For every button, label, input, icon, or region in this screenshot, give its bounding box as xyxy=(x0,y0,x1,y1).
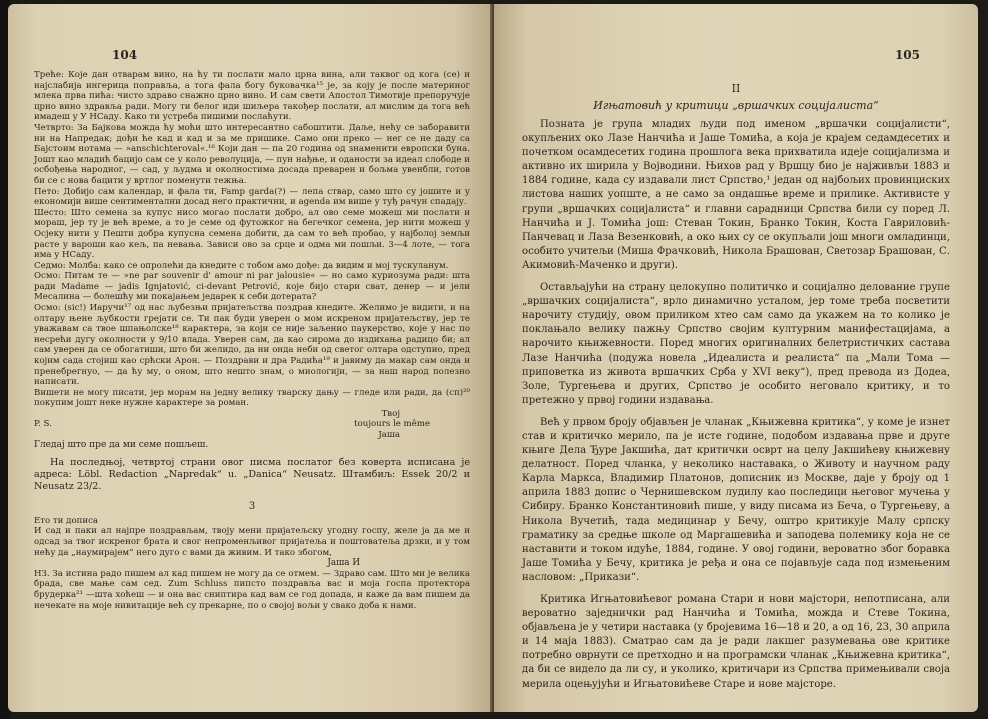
letter3-signature: Јаша И xyxy=(327,558,360,569)
letter-paragraph: Четврто: За Бајкова можда ћу моћи што интересантно сабоштити. Даље, нећу се заборавити ни на Напредак; дођи ће кад и кад и за ме пришике. Само они преко — нег се не даду са Бајстоим нотама — »anschichteroval«.¹⁶ Који дан — па 20 година од знаменити европски буна. Јошт кao младић бацијо сам се у коло револуција, — пун нађње, и оданости за идеал слободе и осбођења народног, — сад, у људма и околностима досада преварен и бољма увенбли, готов би се с нова бацити у вртлог поменути тежња. xyxy=(34,122,470,186)
left-page xyxy=(8,4,492,712)
right-page xyxy=(494,4,978,712)
letter-paragraph: Осмо: (sic!) Иаручи¹⁷ од нас љубезњи пријатељства поздрав кнедите. Желимо је видити, и на олтару њене љубкости грејати се. Ти пак буди уверен о мом искреном пријатељству, јер те уважавам са твое шпањолске¹⁸ карактера, за који се није заљенио паукерство, које у нас по несрећи дугу околности у 9/10 влада. Уверен сам, да као сирома до издихања радицо би; ал сам уверен да се обогатиши, што би желидо, да ни онда неби од светог олтара одступио, пред којим сада стојиш као срћски Арон. — Поздрави и дра Радића¹⁹ и јавиму да макар сам онда и пренебрегнуо, — да ћу му, о оном, што нешто знам, о миологији, — за наш народ полезно написати. xyxy=(34,303,470,388)
chapter-number: II xyxy=(731,82,741,95)
letter3-ps: НЗ. За истина радо пишем ал кад пишем не могу да се отмем. — Здраво сам. Што ми је велика брада, све мање сам сед. Zum Schluss пипсто поздравља вас и моја госпа протектора брудерка²¹ —шта хоћеш — и она вас сниптира кад вам се год допада, и каже да вам пишем да нечекате на моје нивитације већ су прекарне, по о својој вољи у свако доба к нами. xyxy=(34,568,470,611)
body-paragraph: Критика Игњатовићевог романа Стари и нови мајстори, непотписана, али вероватно заједнички рад Нанчића и Томића, можда и Стеве Токина, објављена је у четири наставка (у бројевима 16—18 и 20, а од 16, 23, 30 априла и 14 маја 1883). Сматрао сам да је ради лакшег разумевања ове критике потребно оврнути се претходно и на програмски чланак „Књижевна критика“, да би се видело да ли су, и уколико, критичари из Српства примењивали своја мерила оцењујући и Игњатовићеве Старе и нове мајсторе. xyxy=(522,594,950,690)
letter-paragraph: Треће: Које дан отварам вино, на ћу ти послати мало црна вина, али таквог од кога (се) и најслабија ингерица поправља, а тога фала богу буковачка¹⁵ је, за коју је после материног млека прва пића: чисто здраво снажно црно вино. И сам свети Апостол Тимотије препоручује црно вино здравља ради. Могу ти белог иди шиљера такођер послати, ал мислим да тога већ имадеш у У НСаду. Како ти устреба пишими послаћути. xyxy=(34,70,470,123)
body-paragraph: Остављајући на страну целокупно политичко и социјално делование групе „вршачких социјалиста“, врло динамично усталом, јер томе треба посветити нарочиту студију, овом приликом хтео сам само да укажем на то колико је поклањало велику пажњу Српство својим културним манифестацијама, а нарочито књижевности. Поред многих оригиналних белетристичких састава Лазе Нанчића (подужа новела „Идеалиста и реалиста“ па „Мали Тома — приповетка из живота вршачких Срба у XVI веку“), пред превода из Додеа, Золе, Тургењева и других, Српство је особито неговало критику, и то претежно у првој години издавања. xyxy=(522,282,950,406)
ps-row xyxy=(34,419,470,430)
ps-label: P. S. xyxy=(34,419,52,430)
left-page-number: 104 xyxy=(112,48,138,62)
body-paragraph: Већ у првом броју објављен је чланак „Књижевна критика“, у коме је изнет став и критичко мерило, па је исте године, подобом издавања прве и друге књиге Дела Ђуре Јакшића, дат критички осврт на целу Јакшићеву књижевну делатност. Поред чланка, у неколико наставака, о Животу и научном раду Карла Маркса, Владимир Платонов, дописник из Москве, даје у броју од 1 априла 1883 допис о Чернишевском лудилу као последици његовог мучења у Сибиру. Бранко Константиновић пише, у виду писама из Беча, о Тургењеву, а Никола Вучетић, тада медицинар у Бечу, оштро критикује Малу српску граматику за средње школе од Маргашевића и заподева полемику која не се наставити и током идуће, 1884, године. У овој години, вероватно због боравка Јаше Томића у Бечу, критика је ређа и она се појављује сада под измењеним насловом: „Прикази“. xyxy=(522,416,950,583)
letter-paragraph: Пето: Добијо сам календар, и фала ти, Famp garda(?) — лепа ствар, само што су јошите и у економији више сентиментални досад него практични, и agenda им више у туђ рачун спадају. xyxy=(34,186,470,208)
closing-line: Твој xyxy=(381,409,400,419)
letter-paragraph: Осмо: Питам те — »ne par souvenir d' amour ni par jalousie« — но само куриозума ради: шта ради Madame — jadis Ignjatović, ci-devant Petrović, које бијо стари сват, денер — и јели Месалина — болешћу ми покајањем једарек к себи дотерата? xyxy=(34,271,470,303)
letter3-body: И сад и паки ал најпре поздрављам, твоју мени пријатељску угодну госпу, желе ја да ме и одсад за твог искреног брата и свог непроменљивог пријатеља и поштоватеља дрзки, и у том нећу да „наумирајем“ него дуго с вами да живим. И тако збогом, xyxy=(34,526,470,558)
section-number: 3 xyxy=(248,500,256,512)
letter3-greeting: Ето ти дописа xyxy=(34,515,99,526)
letter-paragraph: Седмо: Молба: како се опролећи да кнедите с тобом амо дође: да видим и мој тускуланум. xyxy=(34,260,449,271)
signature: Јаша xyxy=(378,430,400,440)
letter-paragraph: Шесто: Што семена за купус нисо могао послати добро, ал ово семе можеш ми послати и мораш, јер ту је већ време, а то је семе од футожког на бегечког семена, јер нити можеш у Осјеку нити у Пешти добра купусна семена добити, да сам то већ пробао, у најболој земљи расте у вароши као кељ, па невања. Зависи ово за срце и одма ми пошљи. 3—4 лоте, — тога има у НСаду. xyxy=(34,207,470,261)
editor-note: На последњој, четвртој страни овог писма послатог без коверта исписана је адреса: Löbl. Redaction „Napredak“ u. „Danica“ Neusatz. Штамбиљ: Essek 20/2 и Neusatz 23/2. xyxy=(34,457,470,492)
body-paragraph: Позната је група младих људи под именом „вршачки социјалисти“, окупљених око Лазе Нанчића и Јаше Томића, а која је крајем седамдесетих и почетком осамдесетих година прошлога века прихватила идеје социјализма и активно их ширила у Војводини. Њихов рад у Вршцу био је најживљи 1883 и 1884 године, када су издавали лист Српство,¹ један од најбољих провинциских листова наших уопште, а не само за ондашње време и прилике. Активисте у групи „вршачких социјалиста“ и главни сарадници Српства били су поред Л. Нанчића и Ј. Томића још: Стеван Токин, Бранко Токин, Коста Гавриловић-Панчевац и Лаза Везенковић, а око њих су се окупљали још многи омладинци, особито учитељи (Миша Фрачковић, Никола Брашован, Светозар Брашован, С. Акимовић-Маченко и други). xyxy=(522,119,950,271)
ps-text: Гледај што пре да ми семе пошљеш. xyxy=(34,440,209,451)
right-page-content xyxy=(522,52,950,692)
right-page-number: 105 xyxy=(894,48,920,62)
letter-paragraph: Вишети не могу писати, јер морам на једну велику тварску дању — гледе или ради, да (сп)²⁰ покупим јошт неке нужне карактере за роман. xyxy=(34,387,470,409)
closing-line-2: toujours le même xyxy=(354,419,430,430)
left-page-content xyxy=(34,70,470,611)
chapter-title: Игњатовић у критици „вршачких социјалиста“ xyxy=(593,99,879,112)
